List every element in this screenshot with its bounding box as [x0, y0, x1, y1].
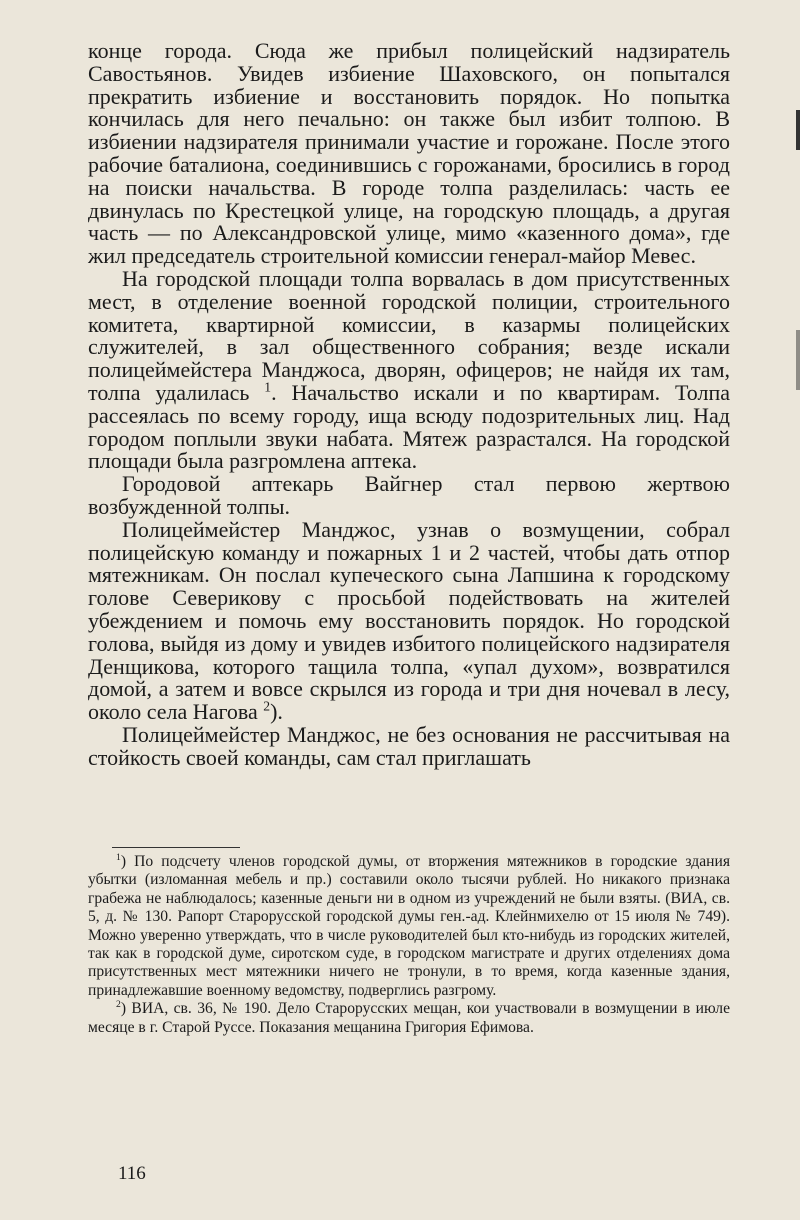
footnote-2-text: ) ВИА, св. 36, № 190. Дело Старорусских мещан, кои участвовали в возмущении в июле месяце в г. Старой Руссе. Показания мещанина Григория Ефимова.	[88, 1000, 730, 1036]
footnote-1-text: ) По подсчету членов городской думы, от вторжения мятежников в городские здания убытки (изломанная мебель и пр.) составили около тысячи рублей. Но никакого признака грабежа не наблюдалось; казенные деньги ни в одном из учреждений не были взяты. (ВИА, св. 5, д. № 130. Рапорт Старорусской городской думы ген.-ад. Клейнмихелю от 15 июля № 749). Можно уверенно утверждать, что в числе руководителей был кто-нибудь из городских жителей, так как в городской думе, сиротском суде, в городском магистрате и других отделениях дома присутственных мест мятежники ничего не тронули, в то время, когда казенные здания, принадлежавшие военному ведомству, подверглись разгрому.	[88, 853, 730, 999]
paragraph-4	[88, 516, 730, 725]
page-edge-mark	[796, 110, 800, 150]
footnote-divider	[112, 847, 240, 848]
paragraph-2	[88, 265, 731, 474]
paragraph-4-end: ).	[270, 699, 283, 725]
paragraph-3: Городовой аптекарь Вайгнер стал первою жертвою возбужденной толпы.	[88, 471, 730, 519]
footnote-2	[88, 1000, 730, 1037]
paragraph-5: Полицеймейстер Манджос, не без основания не рассчитывая на стойкость своей команды, сам стал приглашать	[88, 721, 730, 770]
footnote-ref-2: 2	[263, 698, 271, 714]
footnote-1	[88, 853, 730, 1000]
footnote-ref-1: 1	[264, 379, 272, 395]
main-text	[88, 40, 730, 770]
paragraph-2-end: . Начальство искали и по квартирам. Толпа рассеялась по всему городу, ища всюду подозрительных лиц. Над городом поплыли звуки набата. Мятеж разрастался. На городской площади была разгромлена аптека.	[88, 379, 731, 474]
paragraph-4-start: Полицеймейстер Манджос, узнав о возмущении, собрал полицейскую команду и пожарных 1 и 2 частей, чтобы дать отпор мятежникам. Он послал купеческого сына Лапшина к городскому голове Северикову с просьбой подействовать на жителей убеждением и помочь ему восстановить порядок. Но городской голова, выйдя из дому и увидев избитого полицейского надзирателя Денщикова, которого тащила толпа, «упал духом», возвратился домой, а затем и вовсе скрылся из города и три дня ночевал в лесу, около села Нагова	[88, 516, 730, 725]
page-number: 116	[118, 1163, 146, 1184]
footnotes	[88, 853, 730, 1037]
footnote-1-marker: 1	[116, 851, 121, 863]
paragraph-1: конце города. Сюда же прибыл полицейский надзиратель Савостьянов. Увидев избиение Шаховского, он попытался прекратить избиение и восстановить порядок. Но попытка кончилась для него печально: он также был избит толпою. В избиении надзирателя принимали участие и горожане. После этого рабочие баталиона, соединившись с горожанами, бросились в город на поиски начальства. В городе толпа разделилась: часть ее двинулась по Крестецкой улице, на городскую площадь, а другая часть — по Александровской улице, мимо «казенного дома», где жил председатель строительной комиссии генерал-майор Мевес.	[88, 38, 730, 269]
paragraph-2-start: На городской площади толпа ворвалась в дом присутственных мест, в отделение военной городской полиции, строительного комитета, квартирной комиссии, в казармы полицейских служителей, в зал общественного собрания; везде искали полицеймейстера Манджоса, дворян, офицеров; не найдя их там, толпа удалилась	[88, 265, 730, 405]
page-edge-mark	[796, 330, 800, 390]
footnote-2-marker: 2	[116, 999, 121, 1011]
